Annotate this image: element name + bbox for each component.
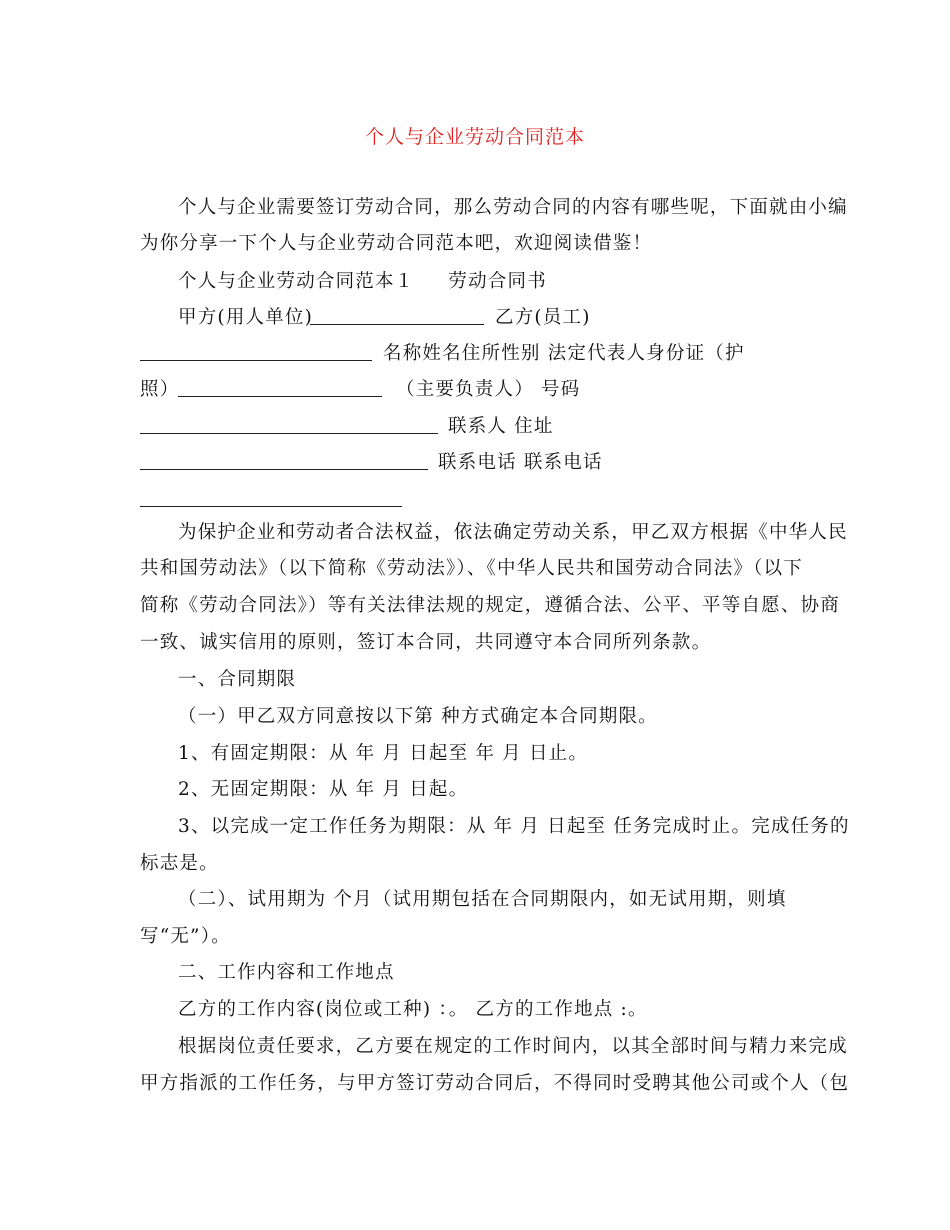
clause-open-term: 2、无固定期限：从 年 月 日起。 <box>178 779 469 800</box>
clause-1-1: （一）甲乙双方同意按以下第 种方式确定本合同期限。 <box>178 706 658 727</box>
para-line-1: 为保护企业和劳动者合法权益，依法确定劳动关系，甲乙双方根据《中华人民 <box>178 522 848 543</box>
intro-line-2: 为你分享一下个人与企业劳动合同范本吧，欢迎阅读借鉴！ <box>140 233 653 254</box>
intro-line-1: 个人与企业需要签订劳动合同，那么劳动合同的内容有哪些呢，下面就由小编 <box>178 197 848 218</box>
party-a-label: 甲方(用人单位) <box>178 307 314 328</box>
clause-work-content: 乙方的工作内容(岗位或工种) ：。 乙方的工作地点 :。 <box>178 999 648 1020</box>
clause-probation: （二）、试用期为 个月（试用期包括在合同期限内，如无试用期，则填 <box>178 889 787 910</box>
fields-photo: 照） <box>140 379 180 400</box>
clause-task-term-cont: 标志是。 <box>140 853 219 874</box>
clause-probation-cont: 写“无”）。 <box>140 926 231 947</box>
blank-line <box>140 506 402 507</box>
para-line-3: 简称《劳动合同法》）等有关法律法规的规定，遵循合法、公平、平等自愿、协商 <box>140 595 840 616</box>
blank-line <box>140 433 438 434</box>
section-heading-row <box>178 270 820 294</box>
clause-fixed-term: 1、有固定期限：从 年 月 日起至 年 月 日止。 <box>178 743 589 764</box>
heading-term: 一、合同期限 <box>178 669 297 690</box>
sample-heading: 个人与企业劳动合同范本１ <box>178 271 415 292</box>
clause-duty-line-1: 根据岗位责任要求，乙方要在规定的工作时间内，以其全部时间与精力来完成 <box>178 1036 848 1057</box>
para-line-2: 共和国劳动法》（以下简称《劳动法》）、《中华人民共和国劳动合同法》（以下 <box>140 558 803 579</box>
blank-line <box>178 396 382 397</box>
document-title: 个人与企业劳动合同范本 <box>364 126 585 148</box>
heading-work: 二、工作内容和工作地点 <box>178 962 395 983</box>
contract-book-heading: 劳动合同书 <box>448 271 547 292</box>
para-line-4: 一致、诚实信用的原则，签订本合同，共同遵守本合同所列条款。 <box>140 632 712 653</box>
fields-phone: 联系电话 联系电话 <box>438 452 603 473</box>
fields-name-id: 名称姓名住所性别 法定代表人身份证（护 <box>383 343 745 364</box>
party-a-blank <box>310 324 484 325</box>
fields-contact: 联系人 住址 <box>448 416 554 437</box>
clause-duty-line-2: 甲方指派的工作任务，与甲方签订劳动合同后，不得同时受聘其他公司或个人（包 <box>140 1073 850 1094</box>
blank-line <box>140 360 372 361</box>
fields-principal: （主要负责人） 号码 <box>396 379 581 400</box>
clause-task-term: 3、以完成一定工作任务为期限：从 年 月 日起至 任务完成时止。完成任务的 <box>178 816 850 837</box>
blank-line <box>140 469 428 470</box>
party-b-label: 乙方(员工) <box>495 307 591 328</box>
